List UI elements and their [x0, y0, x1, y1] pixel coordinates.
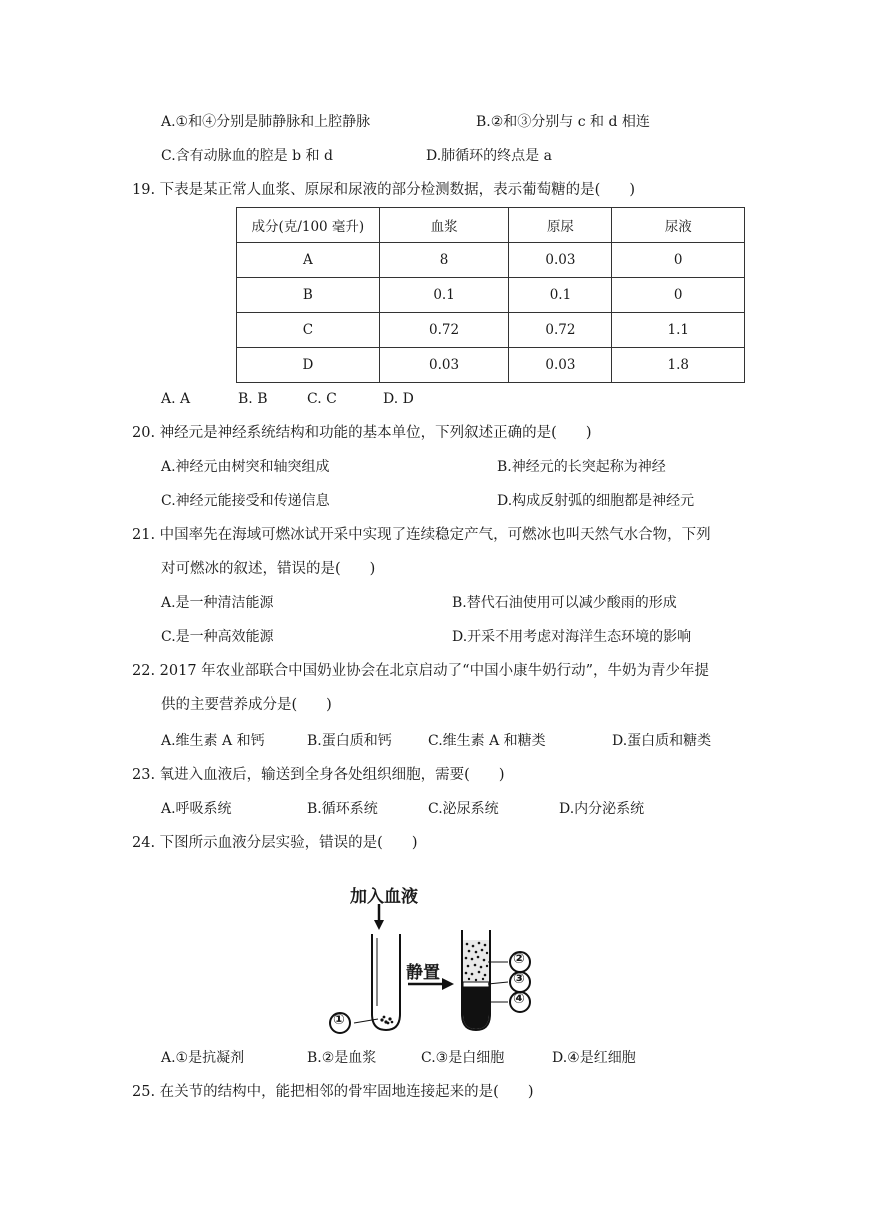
q24-option-d: D.④是红细胞 [552, 1050, 636, 1066]
settle-arrow-head [442, 978, 454, 990]
q23-option-c: C.泌尿系统 [428, 801, 499, 817]
q19-option-c: C. C [307, 391, 337, 407]
marker-2-label: ② [513, 951, 525, 967]
table-cell: B [237, 278, 380, 313]
table-cell: 1.8 [612, 348, 745, 383]
table-cell: 0.1 [509, 278, 612, 313]
q23-option-d: D.内分泌系统 [559, 801, 645, 817]
q20-option-a: A.神经元由树突和轴突组成 [161, 459, 330, 475]
pour-arrow-head [374, 920, 384, 930]
q20-option-d: D.构成反射弧的细胞都是神经元 [497, 493, 695, 509]
q21-stem-line1: 21. 中国率先在海域可燃冰试开采中实现了连续稳定产气，可燃冰也叫天然气水合物，下列 [132, 527, 711, 543]
q22-option-d: D.蛋白质和糖类 [612, 733, 712, 749]
q19-data-table [236, 207, 745, 383]
table-cell: 0 [612, 278, 745, 313]
table-header-row [237, 208, 745, 243]
settle-label: 静置 [406, 963, 440, 983]
q23-option-b: B.循环系统 [307, 801, 378, 817]
q24-option-a: A.①是抗凝剂 [161, 1050, 245, 1066]
q22-option-c: C.维生素 A 和糖类 [428, 733, 546, 749]
table-cell: 0.72 [509, 313, 612, 348]
table-header-cell: 原尿 [509, 208, 612, 243]
table-cell: 0.03 [509, 348, 612, 383]
marker-1-label: ① [333, 1012, 345, 1028]
q21-option-c: C.是一种高效能源 [161, 629, 274, 645]
table-cell: A [237, 243, 380, 278]
table-header-cell: 成分(克/100 毫升) [237, 208, 380, 243]
q19-stem: 19. 下表是某正常人血浆、原尿和尿液的部分检测数据，表示葡萄糖的是( ) [132, 182, 635, 198]
q23-stem: 23. 氧进入血液后，输送到全身各处组织细胞，需要( ) [132, 767, 505, 783]
table-cell: C [237, 313, 380, 348]
q20-stem: 20. 神经元是神经系统结构和功能的基本单位，下列叙述正确的是( ) [132, 425, 592, 441]
q25-stem: 25. 在关节的结构中，能把相邻的骨牢固地连接起来的是( ) [132, 1084, 534, 1100]
q18-option-c: C.含有动脉血的腔是 b 和 d [161, 148, 333, 164]
q18-option-d: D.肺循环的终点是 a [426, 148, 552, 164]
table-row [237, 278, 745, 313]
q22-stem-line1: 22. 2017 年农业部联合中国奶业协会在北京启动了“中国小康牛奶行动”，牛奶为青少年提 [132, 663, 710, 679]
q21-option-d: D.开采不用考虑对海洋生态环境的影响 [452, 629, 692, 645]
blood-layering-figure [320, 878, 550, 1038]
q24-option-c: C.③是白细胞 [421, 1050, 505, 1066]
q20-option-c: C.神经元能接受和传递信息 [161, 493, 330, 509]
table-cell: 8 [379, 243, 509, 278]
q21-stem-line2: 对可燃冰的叙述，错误的是( ) [161, 561, 376, 577]
q24-option-b: B.②是血浆 [307, 1050, 377, 1066]
q21-option-a: A.是一种清洁能源 [161, 595, 274, 611]
add-blood-label: 加入血液 [350, 887, 418, 907]
q22-option-a: A.维生素 A 和钙 [161, 733, 265, 749]
marker-3-label: ③ [513, 971, 525, 987]
left-test-tube [372, 934, 400, 1030]
table-cell: 0.03 [509, 243, 612, 278]
table-row [237, 313, 745, 348]
table-row [237, 348, 745, 383]
table-cell: 0.03 [379, 348, 509, 383]
table-cell: 1.1 [612, 313, 745, 348]
q23-option-a: A.呼吸系统 [161, 801, 232, 817]
q20-option-b: B.神经元的长突起称为神经 [497, 459, 666, 475]
q24-stem: 24. 下图所示血液分层实验，错误的是( ) [132, 835, 418, 851]
q18-option-a: A.①和④分别是肺静脉和上腔静脉 [161, 114, 371, 130]
q19-option-d: D. D [383, 391, 414, 407]
table-header-cell: 尿液 [612, 208, 745, 243]
q22-option-b: B.蛋白质和钙 [307, 733, 392, 749]
q18-option-b: B.②和③分别与 c 和 d 相连 [476, 114, 650, 130]
table-cell: D [237, 348, 380, 383]
table-cell: 0.72 [379, 313, 509, 348]
q22-stem-line2: 供的主要营养成分是( ) [161, 697, 332, 713]
table-cell: 0 [612, 243, 745, 278]
table-header-cell: 血浆 [379, 208, 509, 243]
q21-option-b: B.替代石油使用可以减少酸雨的形成 [452, 595, 677, 611]
table-row [237, 243, 745, 278]
marker-4-label: ④ [513, 991, 525, 1007]
q19-option-b: B. B [238, 391, 268, 407]
q19-option-a: A. A [161, 391, 191, 407]
table-cell: 0.1 [379, 278, 509, 313]
